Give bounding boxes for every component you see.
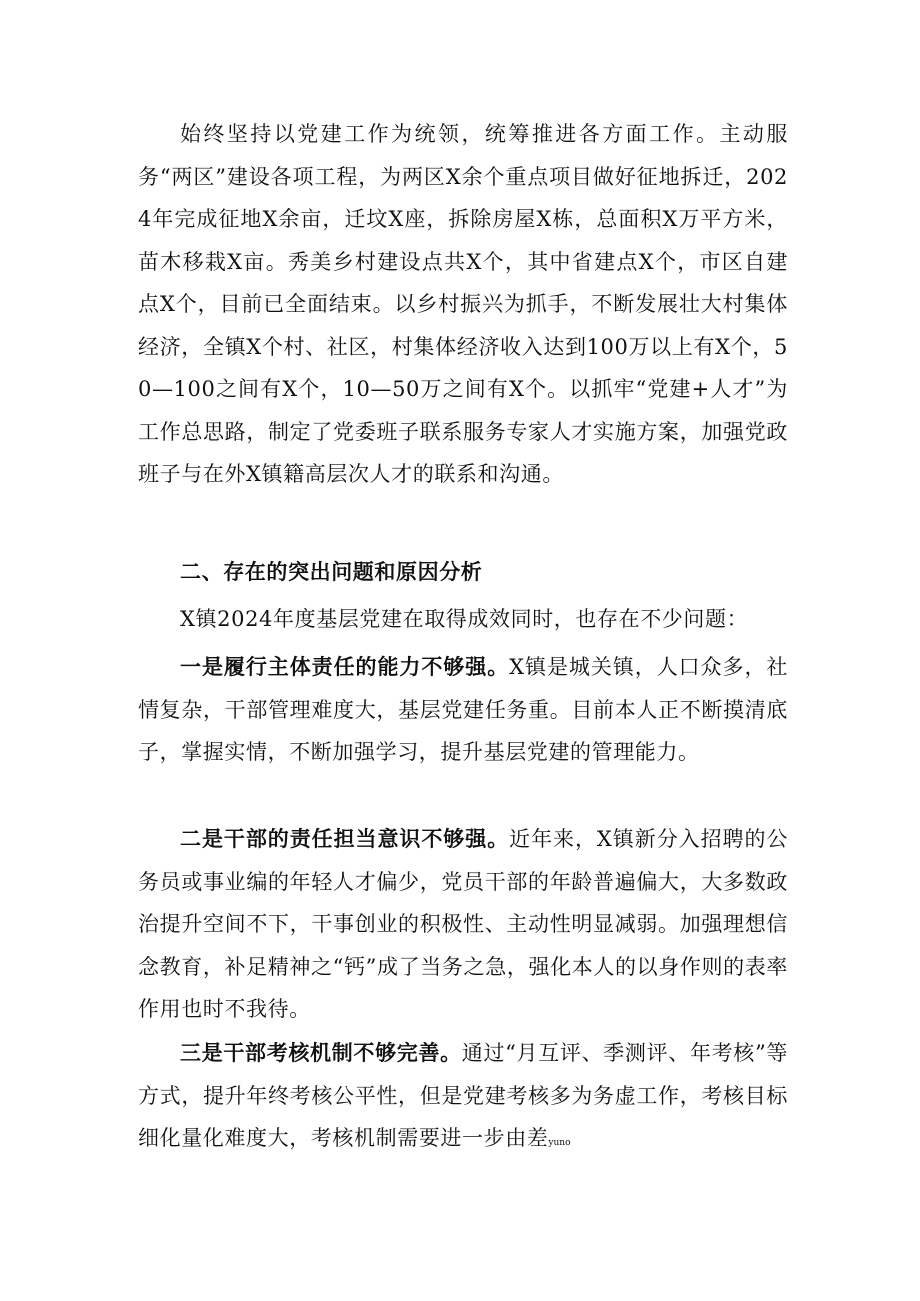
problem-3-lead: 三是干部考核机制不够完善。: [180, 1040, 462, 1065]
paragraph-party-building-summary: 始终坚持以党建工作为统领，统筹推进各方面工作。主动服务“两区”建设各项工程，为两区X余个重点项目做好征地拆迁，2024年完成征地X余亩，迁坟X座，拆除房屋X栋，总面积X万平方米，苗木移栽X亩。秀美乡村建设点共X个，其中省建点X个，市区自建点X个，目前已全面结束。以乡村振兴为抓手，不断发展壮大村集体经济，全镇X个村、社区，村集体经济收入达到100万以上有X个，50—100之间有X个，10—50万之间有X个。以抓牢“党建+人才”为工作总思路，制定了党委班子联系服务专家人才实施方案，加强党政班子与在外X镇籍高层次人才的联系和沟通。: [138, 122, 788, 486]
problem-2-body: 近年来，X镇新分入招聘的公务员或事业编的年轻人才偏少，党员干部的年龄普遍偏大，大多数政治提升空间不下，干事创业的积极性、主动性明显减弱。加强理想信念教育，补足精神之“钙”成了当务之急，强化本人的以身作则的表率作用也时不我待。: [138, 827, 789, 1021]
paragraph-problem-2: [138, 818, 788, 1031]
problem-1-body: X镇是城关镇，人口众多，社情复杂，干部管理难度大，基层党建任务重。目前本人正不断摸清底子，掌握实情，不断加强学习，提升基层党建的管理能力。: [138, 655, 789, 764]
problem-3-body: 通过“月互评、季测评、年考核”等方式，提升年终考核公平性，但是党建考核多为务虚工作，考核目标细化量化难度大，考核机制需要进一步由差: [138, 1041, 788, 1150]
paragraph-problems-intro: X镇2024年度基层党建在取得成效同时，也存在不少问题：: [180, 607, 749, 631]
paragraph-problem-1: [138, 646, 788, 774]
section-heading-problems: 二、存在的突出问题和原因分析: [180, 559, 483, 584]
problem-1-lead: 一是履行主体责任的能力不够强。: [180, 654, 510, 679]
problem-2-lead: 二是干部的责任担当意识不够强。: [180, 826, 510, 851]
trailing-fragment: yuno: [548, 1138, 571, 1148]
paragraph-problem-3: [138, 1032, 788, 1165]
